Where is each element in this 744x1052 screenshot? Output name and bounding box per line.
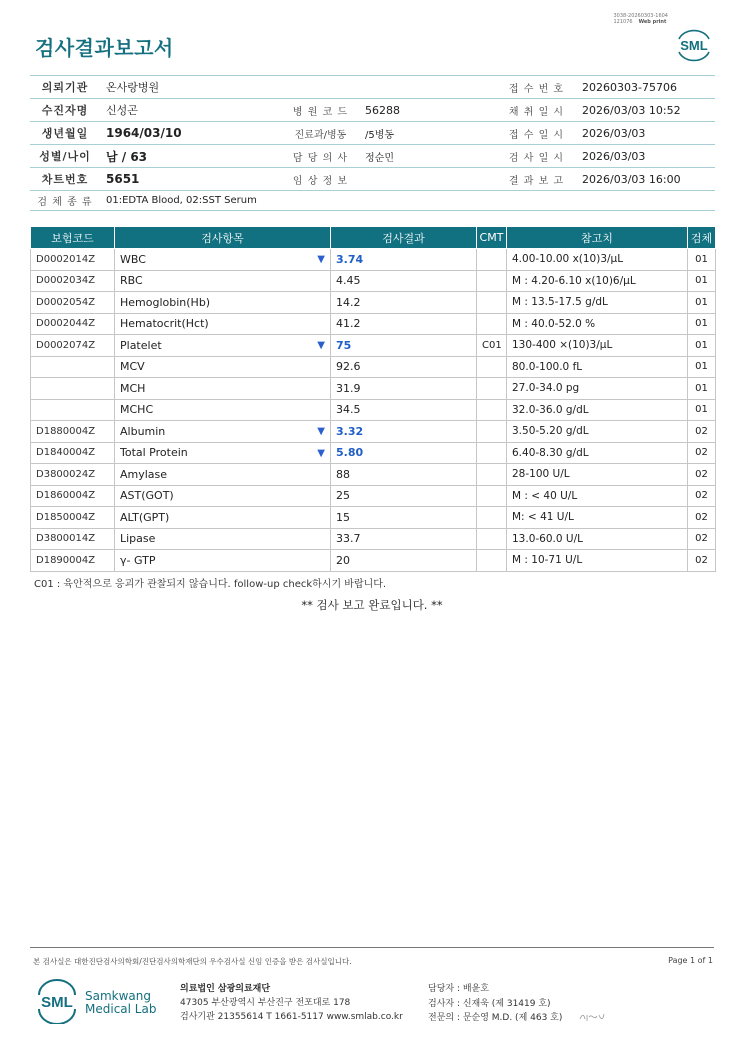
comment-code-cell (477, 292, 507, 314)
result-value-cell: 34.5 (331, 399, 477, 421)
receipt-no-value: 20260303-75706 (576, 76, 715, 99)
test-item-name: Hemoglobin(Hb) (120, 295, 211, 309)
table-row (31, 313, 716, 335)
comment-code-cell (477, 313, 507, 335)
insurance-code-cell (31, 356, 115, 378)
insurance-code-cell: D0002034Z (31, 270, 115, 292)
specimen-cell: 02 (688, 464, 716, 486)
reference-range-cell: M : 13.5-17.5 g/dL (507, 292, 688, 314)
specimen-cell: 02 (688, 421, 716, 443)
specimen-cell: 01 (688, 313, 716, 335)
page-number: Page 1 of 1 (668, 956, 713, 965)
test-item-cell (115, 335, 331, 357)
table-row (31, 485, 716, 507)
test-date-value: 2026/03/03 (576, 145, 715, 168)
receipt-date-value: 2026/03/03 (576, 122, 715, 145)
page-title: 검사결과보고서 (35, 36, 174, 60)
insurance-code-cell (31, 399, 115, 421)
specimen-cell: 01 (688, 378, 716, 400)
specimen-cell: 01 (688, 270, 716, 292)
reference-range-cell: M: < 41 U/L (507, 507, 688, 529)
insurance-code-cell: D3800024Z (31, 464, 115, 486)
insurance-code-cell: D1850004Z (31, 507, 115, 529)
specimen-type-value: 01:EDTA Blood, 02:SST Serum (100, 191, 715, 211)
comment-code-cell (477, 399, 507, 421)
signature-icon (578, 1011, 606, 1023)
test-item-cell (115, 249, 331, 271)
footer-organization (180, 982, 403, 1024)
table-row (31, 507, 716, 529)
reference-range-cell: M : 4.20-6.10 x(10)6/μL (507, 270, 688, 292)
sml-logo-text: SML (680, 38, 708, 53)
results-table (30, 226, 716, 572)
comment-code-cell (477, 356, 507, 378)
test-item-cell (115, 550, 331, 572)
test-item-name: RBC (120, 274, 143, 288)
col-header-specimen: 검체 (688, 227, 716, 249)
result-value-cell: 20 (331, 550, 477, 572)
hospital-code-value: 56288 (359, 99, 497, 122)
specimen-cell: 02 (688, 442, 716, 464)
table-row (31, 528, 716, 550)
org-name: 의료법인 삼광의료재단 (180, 984, 271, 994)
patient-name-value: 신성곤 (100, 99, 282, 122)
result-value-cell: 92.6 (331, 356, 477, 378)
test-item-name: Hematocrit(Hct) (120, 317, 209, 331)
org-contact: 검사기관 21355614 T 1661-5117 www.smlab.co.kr (180, 1012, 403, 1022)
org-address: 47305 부산광역시 부산진구 전포대로 178 (180, 998, 351, 1008)
reference-range-cell: M : < 40 U/L (507, 485, 688, 507)
footer-sml-logo-icon (34, 978, 80, 1024)
table-row (31, 378, 716, 400)
test-item-cell (115, 485, 331, 507)
specimen-cell: 02 (688, 550, 716, 572)
insurance-code-cell: D0002014Z (31, 249, 115, 271)
low-flag-icon: ▼ (317, 447, 325, 459)
test-item-cell (115, 421, 331, 443)
reference-range-cell: 130-400 ×(10)3/μL (507, 335, 688, 357)
result-value-cell: 3.74 (331, 249, 477, 271)
result-value-cell: 14.2 (331, 292, 477, 314)
reference-range-cell: 32.0-36.0 g/dL (507, 399, 688, 421)
test-item-name: WBC (120, 252, 146, 266)
footer-staff (428, 982, 562, 1026)
comment-code-cell (477, 464, 507, 486)
specimen-cell: 01 (688, 399, 716, 421)
reference-range-cell: 6.40-8.30 g/dL (507, 442, 688, 464)
report-time-label: 결 과 보 고 (497, 168, 576, 191)
test-item-name: Total Protein (120, 446, 188, 460)
patient-info-table (30, 75, 715, 211)
table-row (31, 356, 716, 378)
test-item-name: Amylase (120, 467, 168, 481)
specimen-cell: 02 (688, 485, 716, 507)
result-value-cell: 75 (331, 335, 477, 357)
chart-no-value: 5651 (100, 168, 282, 191)
insurance-code-cell: D3800014Z (31, 528, 115, 550)
test-date-label: 검 사 일 시 (497, 145, 576, 168)
reference-range-cell: M : 40.0-52.0 % (507, 313, 688, 335)
insurance-code-cell: D1840004Z (31, 442, 115, 464)
brand-line2: Medical Lab (85, 1002, 157, 1016)
doctor-label: 담 당 의 사 (282, 145, 359, 168)
clinical-info-label: 임 상 정 보 (282, 168, 359, 191)
insurance-code-cell: D1880004Z (31, 421, 115, 443)
test-item-name: AST(GOT) (120, 489, 174, 503)
test-item-name: MCV (120, 360, 145, 374)
receipt-date-label: 접 수 일 시 (497, 122, 576, 145)
table-row (31, 399, 716, 421)
collect-time-label: 채 취 일 시 (497, 99, 576, 122)
test-item-cell (115, 378, 331, 400)
test-item-cell (115, 270, 331, 292)
insurance-code-cell: D1860004Z (31, 485, 115, 507)
test-item-name: MCHC (120, 403, 154, 417)
result-value-cell: 31.9 (331, 378, 477, 400)
result-value-cell: 41.2 (331, 313, 477, 335)
comment-code-cell (477, 270, 507, 292)
result-value-cell: 33.7 (331, 528, 477, 550)
low-flag-icon: ▼ (317, 254, 325, 265)
patient-name-label: 수진자명 (30, 99, 100, 122)
result-value-cell: 4.45 (331, 270, 477, 292)
footer-divider (30, 947, 714, 948)
comment-code-cell (477, 442, 507, 464)
insurance-code-cell (31, 378, 115, 400)
result-value-cell: 15 (331, 507, 477, 529)
specimen-cell: 01 (688, 249, 716, 271)
table-row (31, 464, 716, 486)
hospital-code-label: 병 원 코 드 (282, 99, 359, 122)
col-header-result: 검사결과 (331, 227, 477, 249)
specimen-type-label: 검 체 종 류 (30, 191, 100, 211)
reference-range-cell: 80.0-100.0 fL (507, 356, 688, 378)
test-item-name: Albumin (120, 424, 166, 438)
comment-code-cell (477, 507, 507, 529)
document-id-line2: 121076 (613, 19, 633, 25)
collect-time-value: 2026/03/03 10:52 (576, 99, 715, 122)
document-id-line1: 3038-20260303-1604 (613, 13, 668, 19)
staff-tester: 검사자 : 신재욱 (제 31419 호) (428, 998, 551, 1009)
staff-specialist: 전문의 : 문순영 M.D. (제 463 호) (428, 1013, 563, 1023)
test-item-cell (115, 442, 331, 464)
requesting-org-value: 온사랑병원 (100, 76, 282, 99)
low-flag-icon: ▼ (317, 426, 325, 437)
report-time-value: 2026/03/03 16:00 (576, 168, 715, 191)
test-item-name: ALT(GPT) (120, 510, 170, 524)
reference-range-cell: 4.00-10.00 x(10)3/μL (507, 249, 688, 271)
test-item-name: Platelet (120, 338, 162, 352)
comment-note: C01 : 육안적으로 응괴가 관찰되지 않습니다. follow-up check하시기 바랍니다. (34, 579, 387, 590)
comment-code-cell: C01 (477, 335, 507, 357)
test-item-name: MCH (120, 381, 146, 395)
footer-brand (85, 990, 156, 1016)
web-print-label: Web print (638, 19, 667, 25)
doctor-value: 정순민 (359, 145, 497, 168)
footer-logo-text: SML (41, 994, 73, 1011)
dob-value: 1964/03/10 (100, 122, 282, 145)
col-header-code: 보험코드 (31, 227, 115, 249)
reference-range-cell: M : 10-71 U/L (507, 550, 688, 572)
dept-label: 진료과/병동 (282, 122, 359, 145)
col-header-reference: 참고치 (507, 227, 688, 249)
test-item-cell (115, 399, 331, 421)
test-item-cell (115, 313, 331, 335)
result-value-cell: 3.32 (331, 421, 477, 443)
staff-manager: 담당자 : 배윤호 (428, 984, 489, 994)
test-item-cell (115, 464, 331, 486)
specimen-cell: 01 (688, 356, 716, 378)
low-flag-icon: ▼ (317, 340, 325, 351)
reference-range-cell: 13.0-60.0 U/L (507, 528, 688, 550)
dept-value: /5병동 (359, 122, 497, 145)
comment-code-cell (477, 421, 507, 443)
specimen-cell: 02 (688, 528, 716, 550)
insurance-code-cell: D0002074Z (31, 335, 115, 357)
requesting-org-label: 의뢰기관 (30, 76, 100, 99)
table-row (31, 270, 716, 292)
result-value-cell: 5.80 (331, 442, 477, 464)
table-row (31, 249, 716, 271)
reference-range-cell: 27.0-34.0 pg (507, 378, 688, 400)
result-value-cell: 88 (331, 464, 477, 486)
comment-code-cell (477, 378, 507, 400)
report-complete-text: ** 검사 보고 완료입니다. ** (301, 598, 443, 612)
insurance-code-cell: D0002054Z (31, 292, 115, 314)
col-header-item: 검사항목 (115, 227, 331, 249)
test-item-cell (115, 356, 331, 378)
comment-code-cell (477, 249, 507, 271)
table-row (31, 421, 716, 443)
reference-range-cell: 28-100 U/L (507, 464, 688, 486)
document-id (613, 13, 668, 25)
comment-code-cell (477, 485, 507, 507)
col-header-cmt: CMT (477, 227, 507, 249)
test-item-cell (115, 292, 331, 314)
table-row (31, 292, 716, 314)
sex-age-label: 성별/나이 (30, 145, 100, 168)
sex-age-value: 남 / 63 (100, 145, 282, 168)
table-row (31, 550, 716, 572)
test-item-cell (115, 528, 331, 550)
specimen-cell: 02 (688, 507, 716, 529)
dob-label: 생년월일 (30, 122, 100, 145)
reference-range-cell: 3.50-5.20 g/dL (507, 421, 688, 443)
clinical-info-value (359, 168, 497, 191)
table-row (31, 335, 716, 357)
specimen-cell: 01 (688, 335, 716, 357)
chart-no-label: 차트번호 (30, 168, 100, 191)
sml-logo-icon (673, 25, 715, 65)
receipt-no-label: 접 수 번 호 (497, 76, 576, 99)
table-row (31, 442, 716, 464)
specimen-cell: 01 (688, 292, 716, 314)
brand-line1: Samkwang (85, 989, 151, 1003)
test-item-name: γ- GTP (120, 553, 156, 567)
result-value-cell: 25 (331, 485, 477, 507)
test-item-cell (115, 507, 331, 529)
insurance-code-cell: D0002044Z (31, 313, 115, 335)
test-item-name: Lipase (120, 532, 156, 546)
comment-code-cell (477, 550, 507, 572)
comment-code-cell (477, 528, 507, 550)
insurance-code-cell: D1890004Z (31, 550, 115, 572)
certification-note: 본 검사실은 대한진단검사의학회/진단검사의학재단의 우수검사실 신임 인증을 받은 검사실입니다. (33, 957, 352, 966)
